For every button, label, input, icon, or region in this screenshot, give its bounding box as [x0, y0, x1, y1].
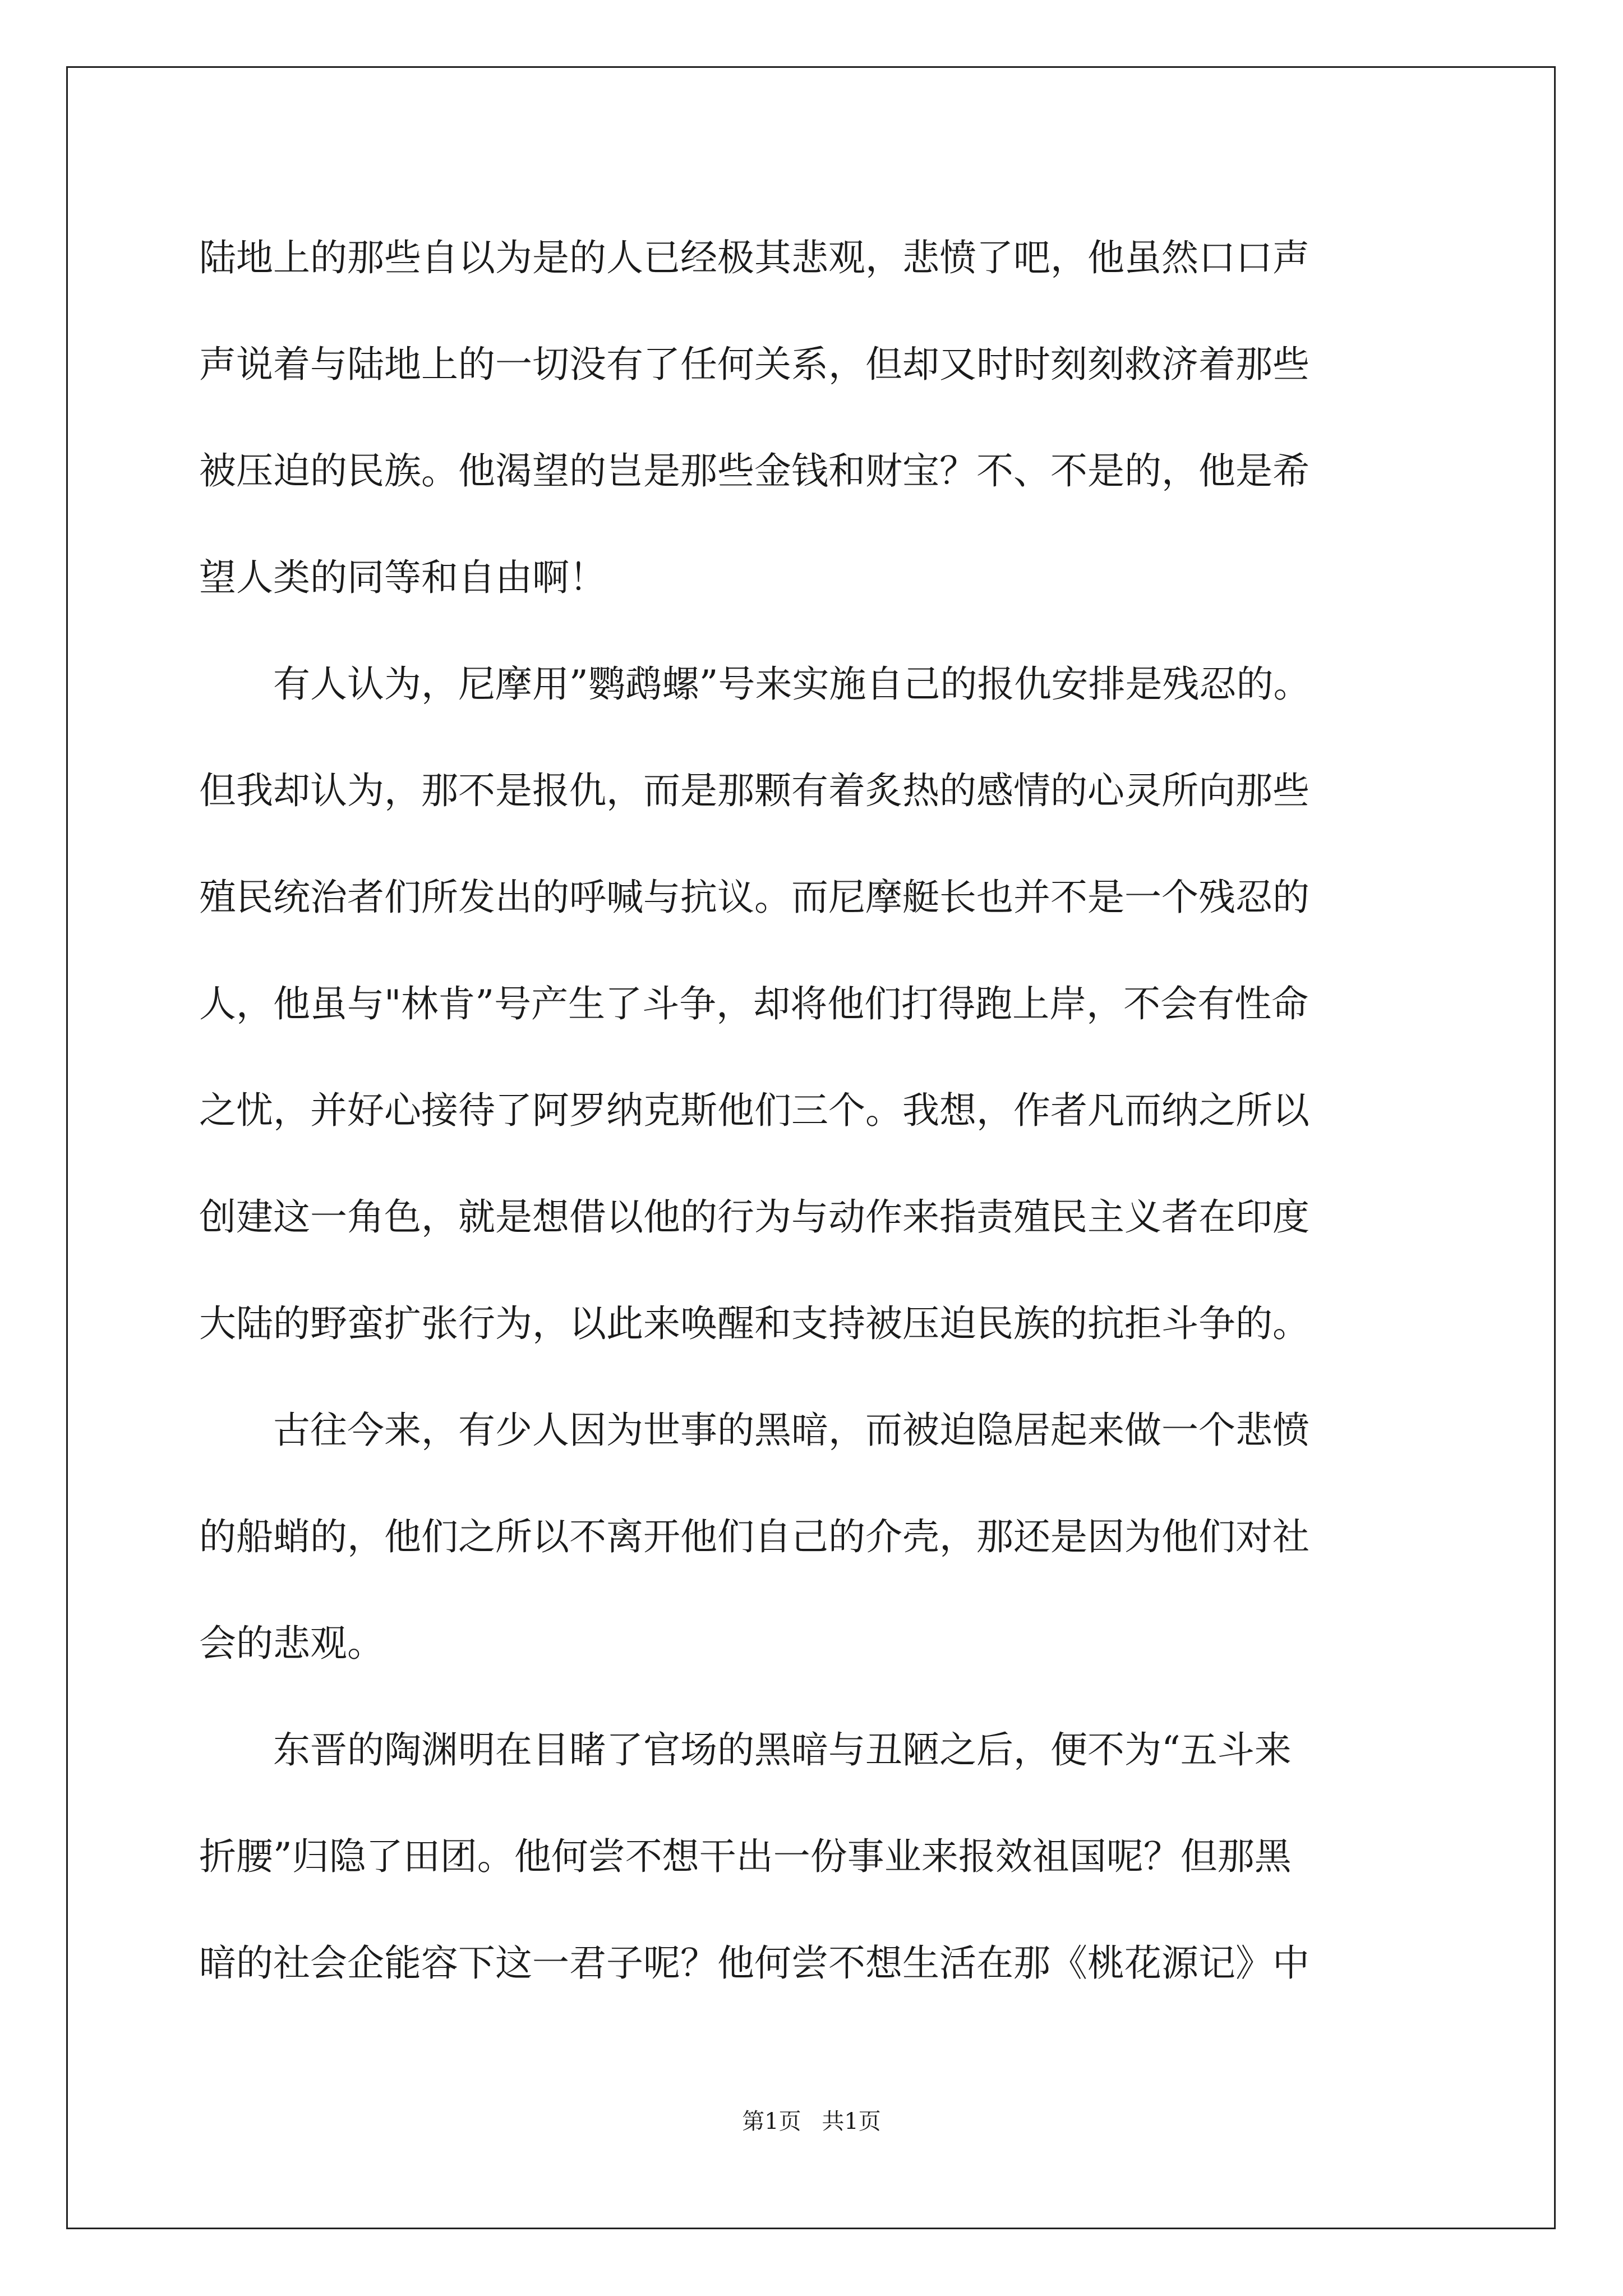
- page-footer: [0, 2105, 1623, 2138]
- text-line: 但我却认为，那不是报仇，而是那颗有着炙热的感情的心灵所向那些: [199, 769, 1310, 812]
- text-line: 大陆的野蛮扩张行为，以此来唤醒和支持被压迫民族的抗拒斗争的。: [199, 1302, 1310, 1345]
- text-line: 人，他虽与"林肯”号产生了斗争，却将他们打得跑上岸，不会有性命: [199, 982, 1309, 1025]
- text-line: 暗的社会企能容下这一君子呢？他何尝不想生活在那《桃花源记》中: [199, 1941, 1310, 1985]
- text-line: 有人认为，尼摩用”鹦鹉螺”号来实施自己的报仇安排是残忍的。: [199, 662, 1311, 706]
- text-line: 之忧，并好心接待了阿罗纳克斯他们三个。我想，作者凡而纳之所以: [199, 1089, 1310, 1132]
- page-total: 共1页: [822, 2109, 881, 2134]
- text-line: 望人类的同等和自由啊！: [199, 556, 606, 599]
- text-line: 声说着与陆地上的一切没有了任何关系，但却又时时刻刻救济着那些: [199, 343, 1310, 386]
- text-line: 会的悲观。: [199, 1622, 384, 1665]
- text-line: 古往今来，有少人因为世事的黑暗，而被迫隐居起来做一个悲愤: [199, 1409, 1310, 1452]
- page-number: 第1页: [742, 2109, 801, 2134]
- text-line: 殖民统治者们所发出的呼喊与抗议。而尼摩艇长也并不是一个残忍的: [199, 876, 1310, 919]
- text-line: 被压迫的民族。他渴望的岂是那些金钱和财宝？不、不是的，他是希: [199, 449, 1310, 493]
- text-line: 东晋的陶渊明在目睹了官场的黑暗与丑陋之后，便不为“五斗来: [199, 1728, 1292, 1772]
- text-line: 创建这一角色，就是想借以他的行为与动作来指责殖民主义者在印度: [199, 1195, 1310, 1239]
- document-body: [199, 205, 1433, 2017]
- text-line: 陆地上的那些自以为是的人已经极其悲观，悲愤了吧，他虽然口口声: [199, 236, 1310, 279]
- text-line: 折腰”归隐了田团。他何尝不想干出一份事业来报效祖国呢？但那黑: [199, 1835, 1292, 1878]
- text-line: 的船蛸的，他们之所以不离开他们自己的介壳，那还是因为他们对社: [199, 1515, 1310, 1558]
